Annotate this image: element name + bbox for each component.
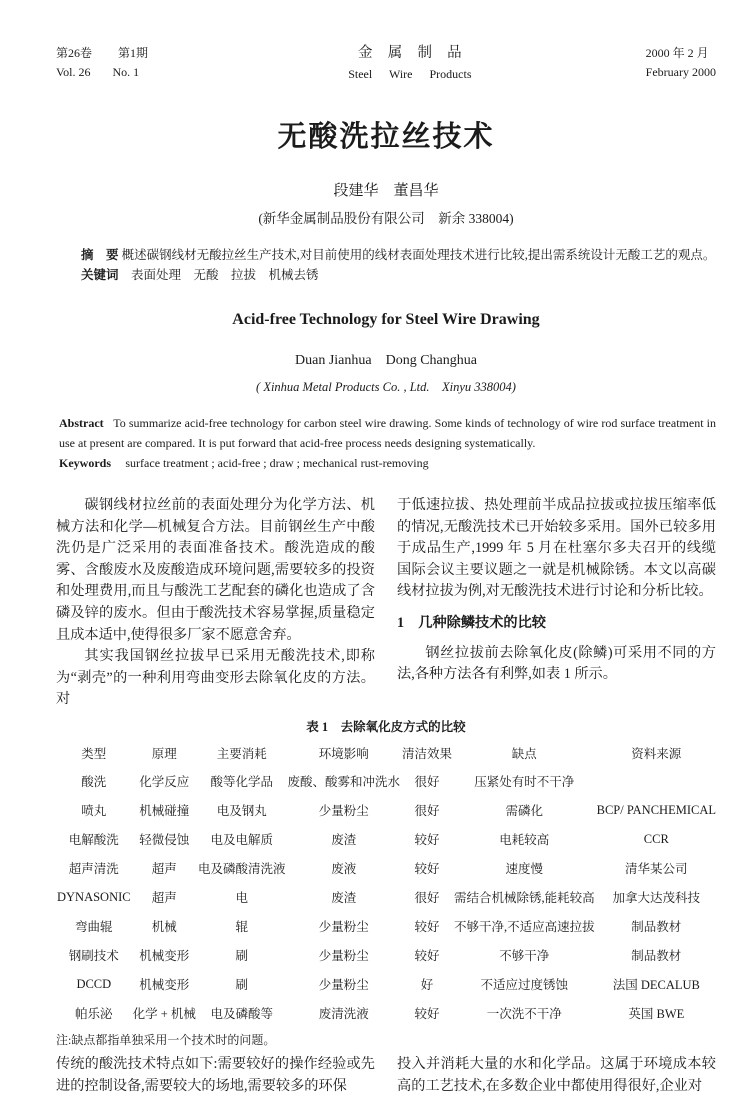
table-cell: 超声 [151,862,177,877]
abstract-text-en: To summarize acid-free technology for carbon steel wire drawing. Some kinds of technology of wire rod surface treatment in use at present are compared. It is put forward that acid-free process needs designing systematically. [59,416,716,450]
table-cell: 机械变形 [139,949,190,964]
bottom-paragraph-left [56,1054,375,1097]
table-cell: 电解酸洗 [68,833,119,848]
table-cell: 电及磷酸清洗液 [197,862,286,877]
journal-name-en: Steel Wire Products [348,67,472,81]
table-cell: 需磷化 [505,804,544,819]
table-cell: 机械碰撞 [139,804,190,819]
table-header-cell: 环境影响 [318,746,369,761]
table-cell: 电及电解质 [210,833,273,848]
table-cell [596,767,717,796]
table-cell: 帕乐泌 [75,1007,113,1022]
table-cell: 超声 [151,891,177,906]
table-cell: 英国 BWE [628,1007,685,1022]
table-cell: DYNASONIC [57,889,131,904]
table-cell: 废渣 [331,891,357,906]
abstract-label-en: Abstract [59,416,104,430]
journal-volume-issue [56,44,174,82]
table-cell: 电及钢丸 [216,804,267,819]
table-header-cell: 清洁效果 [401,746,452,761]
bottom-paragraph-right [397,1054,716,1097]
table-cell: 少量粉尘 [318,978,369,993]
table-cell: 辊 [235,920,248,935]
paragraph: 传统的酸洗技术特点如下:需要较好的操作经验或先进的控制设备,需要较大的场地,需要较多的环保 [56,1055,375,1094]
table-row [56,854,717,883]
abstract-en [56,413,716,453]
table-cell: 废渣 [331,833,357,848]
table-cell: 刷 [235,949,248,964]
table-cell: 不够干净,不适应高速拉拔 [453,920,595,935]
table-cell: 废酸、酸雾和冲洗水 [287,775,400,790]
journal-volume-cn: 第26卷 [56,46,93,60]
table-row [56,912,717,941]
journal-date-en: February 2000 [645,65,716,79]
table-cell: 少量粉尘 [318,920,369,935]
table-cell: BCP/ PANCHEMICAL [596,802,716,817]
table-cell: 法国 DECALUB [612,978,700,993]
paragraph: 投入并消耗大量的水和化学品。这属于环境成本较高的工艺技术,在多数企业中都使用得很好,企业对 [397,1055,716,1094]
keywords-label-en: Keywords [59,456,111,470]
table-cell: 酸等化学品 [210,775,273,790]
table-cell: 电耗较高 [499,833,550,848]
table-cell: 不适应过度锈蚀 [480,978,569,993]
table-cell: 少量粉尘 [318,804,369,819]
table-header-cell: 主要消耗 [216,746,267,761]
table-cell: 一次洗不干净 [486,1007,562,1022]
paragraph: 碳钢线材拉丝前的表面处理分为化学方法、机械方法和化学—机械复合方法。目前钢丝生产中酸洗仍是广泛采用的表面准备技术。酸洗造成的酸雾、含酸废水及废酸造成环境问题,需要较多的投资和处理费用,而且与酸洗工艺配套的磷化也造成了含磷及锌的废水。但由于酸洗技术容易掌握,质量稳定且成本适中,使得很多厂家不愿意舍弃。 [56,497,375,643]
table-cell: 废液 [331,862,357,877]
journal-volume-en: Vol. 26 [56,65,91,79]
article-title-en: Acid-free Technology for Steel Wire Drawing [232,311,540,328]
journal-date-block [646,44,716,82]
table-note: 注:缺点都指单独采用一个技术时的问题。 [56,1032,276,1047]
paragraph: 于低速拉拔、热处理前半成品拉拔或拉拔压缩率低的情况,无酸洗技术已开始较多采用。国外已较多用于成品生产,1999 年 5 月在杜塞尔多夫召开的线缆国际会议主要议题之一就是机械除锈。本文以高碳线材拉拔为例,对无酸洗技术进行讨论和分析比较。 [397,497,716,600]
table-cell: 电 [235,891,248,906]
article-authors-en: Duan Jianhua Dong Changhua [295,353,477,368]
article-affiliation-en: ( Xinhua Metal Products Co. , Ltd. Xinyu 338004) [256,380,516,394]
table-cell: 不够干净 [499,949,550,964]
table-cell: 很好 [414,804,440,819]
table-header-cell: 缺点 [511,746,537,761]
table-cell: 好 [420,978,434,993]
table-row [56,883,717,912]
table-cell: 需结合机械除锈,能耗较高 [453,891,595,906]
body-columns [56,495,716,711]
journal-date-cn: 2000 年 2 月 [645,46,709,60]
table-cell: 速度慢 [505,862,544,877]
table-cell: 轻微侵蚀 [139,833,190,848]
abstract-cn [56,245,716,285]
table-row [56,970,717,999]
table-cell: 化学 + 机械 [132,1007,196,1022]
table-cell: 电及磷酸等 [210,1007,273,1022]
table-cell: 清华某公司 [625,862,688,877]
bottom-columns [56,1054,716,1097]
abstract-text-cn: 概述碳钢线材无酸拉丝生产技术,对目前使用的线材表面处理技术进行比较,提出需系统设计无酸工艺的观点。 [121,248,716,262]
table-header-row [56,739,717,767]
table-cell: 较好 [414,833,440,848]
journal-issue-en: No. 1 [112,65,140,79]
keywords-label-cn: 关键词 [81,268,119,282]
table-row [56,796,717,825]
paragraph: 钢丝拉拔前去除氧化皮(除鳞)可采用不同的方法,各种方法各有利弊,如表 1 所示。 [397,644,716,683]
body-column-right [397,495,716,711]
comparison-table [56,739,717,1028]
table-row [56,941,717,970]
keywords-text-en: surface treatment ; acid-free ; draw ; mechanical rust-removing [125,456,429,470]
table-cell: 化学反应 [139,775,190,790]
table-cell: 较好 [414,949,440,964]
table-header-cell: 资料来源 [631,746,682,761]
table-cell: 超声清洗 [68,862,119,877]
journal-header [56,44,716,84]
journal-issue-cn: 第1期 [118,46,149,60]
table-row [56,825,717,854]
journal-name-cn: 金属制品 [358,45,477,61]
table-cell: 制品教材 [631,949,682,964]
table-cell: 很好 [414,891,440,906]
paragraph: 其实我国钢丝拉拔早已采用无酸洗技术,即称为“剥壳”的一种利用弯曲变形去除氧化皮的方法。对 [56,648,375,708]
table-cell: 机械变形 [139,978,190,993]
section-heading: 1 几种除鳞技术的比较 [397,614,546,631]
table-caption: 表 1 去除氧化皮方式的比较 [306,719,466,734]
article-affiliation: (新华金属制品股份有限公司 新余 338004) [258,211,514,226]
article-title: 无酸洗拉丝技术 [277,121,495,153]
table-cell: 弯曲辊 [75,920,113,935]
body-column-left [56,495,375,711]
table-cell: 较好 [414,862,440,877]
keywords-en [56,453,716,473]
table-cell: 酸洗 [81,775,107,790]
table-cell: 压紧处有时不干净 [474,775,575,790]
table-cell: 少量粉尘 [318,949,369,964]
table-cell: 机械 [151,920,177,935]
abstract-label-cn: 摘 要 [81,248,119,262]
table-cell: 较好 [414,920,440,935]
table-row [56,767,717,796]
table-cell: 废清洗液 [318,1007,369,1022]
table-row [56,999,717,1028]
table-cell: DCCD [76,976,112,991]
keywords-text-cn: 表面处理 无酸 拉拔 机械去锈 [131,268,319,282]
table-header-cell: 原理 [151,746,177,761]
table-cell: 加拿大达茂科技 [612,891,701,906]
table-cell: 刷 [235,978,248,993]
table-cell: 制品教材 [631,920,682,935]
table-cell: 较好 [414,1007,440,1022]
table-cell: 很好 [414,775,440,790]
table-cell: 钢刷技术 [68,949,119,964]
journal-name-block [343,44,477,84]
table-cell: CCR [643,831,669,846]
table-cell: 喷丸 [81,804,107,819]
article-authors: 段建华 董昌华 [333,183,439,199]
table-header-cell: 类型 [81,746,107,761]
